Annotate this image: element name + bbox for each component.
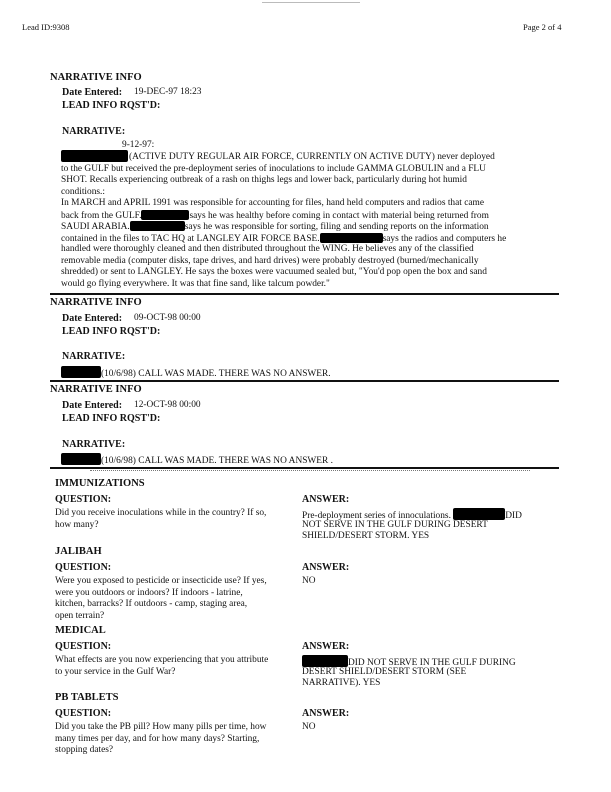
narrative-line: (10/6/98) CALL WAS MADE. THERE WAS NO ANSWER. (61, 366, 331, 380)
narrative-line: handled were thoroughly cleaned and then distributed throughout the WING. He believes any of the classified (61, 244, 474, 254)
question-text: stopping dates? (55, 745, 114, 755)
question-text: Did you receive inoculations while in the country? If so, (55, 508, 267, 518)
answer-text: NO (302, 722, 316, 732)
date-entered-value: 09-OCT-98 00:00 (134, 313, 201, 323)
section-divider (50, 467, 559, 469)
answer-text: Pre-deployment series of innoculations. DID (302, 508, 522, 522)
question-text: open terrain? (55, 610, 105, 621)
redaction-block (61, 453, 101, 465)
narrative-line: SAUDI ARABIA. says he was responsible for sorting, filing and sending reports on the information (61, 222, 489, 232)
date-entered-label: Date Entered: (62, 313, 123, 324)
date-entered-label: Date Entered: (62, 87, 123, 98)
question-text: kitchen, barracks? If outdoors - camp, staging area, (55, 599, 248, 609)
question-text: how many? (55, 519, 99, 530)
narrative-info-title: NARRATIVE INFO (50, 297, 142, 308)
scan-artifact-rule (90, 470, 530, 471)
redaction-block (141, 210, 189, 220)
date-entered-label: Date Entered: (62, 400, 123, 411)
answer-text: NARRATIVE). YES (302, 678, 381, 688)
narrative-line: contained in the files to TAC HQ at LANGLEY AIR FORCE BASE. says the radios and computers he (61, 233, 507, 244)
narrative-label: NARRATIVE: (62, 126, 126, 137)
question-text: Were you exposed to pesticide or insecticide use? If yes, (55, 576, 267, 586)
question-label: QUESTION: (55, 494, 112, 505)
narrative-date-line: 9-12-97: (122, 140, 155, 150)
redaction-block (320, 233, 383, 243)
narrative-info-title: NARRATIVE INFO (50, 384, 142, 395)
section-heading: PB TABLETS (55, 692, 119, 703)
narrative-line: removable media (computer disks, tape drives, and hard drives) were probably destroyed (burned/mechanically (61, 255, 479, 266)
section-divider (50, 380, 559, 382)
narrative-label: NARRATIVE: (62, 351, 126, 362)
question-text: What effects are you now experiencing that you attribute (55, 655, 269, 665)
answer-label: ANSWER: (302, 494, 350, 505)
section-heading: JALIBAH (55, 546, 102, 557)
question-label: QUESTION: (55, 641, 112, 652)
narrative-line: In MARCH and APRIL 1991 was responsible for accounting for files, hand held computers and radios that came (61, 198, 484, 208)
answer-label: ANSWER: (302, 562, 350, 573)
lead-info-rqst-label: LEAD INFO RQST'D: (62, 413, 161, 424)
redaction-block (61, 150, 128, 162)
top-scan-rule (262, 2, 360, 3)
date-entered-value: 12-OCT-98 00:00 (134, 400, 201, 410)
answer-label: ANSWER: (302, 708, 350, 719)
answer-text: NOT SERVE IN THE GULF DURING DESERT (302, 519, 488, 530)
section-heading: MEDICAL (55, 625, 106, 636)
narrative-line: would go flying everywhere. It was that fine sand, like talcum powder." (61, 278, 330, 289)
narrative-line: SHOT. Recalls experiencing outbreak of a rash on thighs legs and lower back, particularly during hot humid (61, 175, 467, 185)
redaction-block (61, 366, 101, 378)
narrative-line: conditions.: (61, 186, 106, 197)
answer-label: ANSWER: (302, 641, 350, 652)
question-text: were you outdoors or indoors? If indoors - latrine, (55, 587, 243, 598)
narrative-line: shredded) or sent to LANGLEY. He says the boxes were vacuumed sealed but, "You'd pop open the box and sand (61, 267, 487, 277)
lead-info-rqst-label: LEAD INFO RQST'D: (62, 100, 161, 111)
section-heading: IMMUNIZATIONS (55, 478, 145, 489)
redaction-block (130, 221, 185, 231)
narrative-line: back from the GULF. says he was healthy before coming in contact with material being returned from (61, 210, 489, 221)
question-text: many times per day, and for how many days? Starting, (55, 733, 260, 744)
page-number: Page 2 of 4 (523, 22, 562, 32)
narrative-label: NARRATIVE: (62, 439, 126, 450)
question-label: QUESTION: (55, 708, 112, 719)
narrative-line: (ACTIVE DUTY REGULAR AIR FORCE, CURRENTLY ON ACTIVE DUTY) never deployed (129, 152, 495, 162)
section-divider (50, 293, 559, 295)
question-label: QUESTION: (55, 562, 112, 573)
narrative-line: to the GULF but received the pre-deployment series of inoculations to include GAMMA GLOBULIN and a FLU (61, 163, 486, 174)
date-entered-value: 19-DEC-97 18:23 (134, 87, 202, 97)
answer-text: SHIELD/DESERT STORM. YES (302, 531, 430, 541)
redaction-block (453, 508, 505, 520)
lead-info-rqst-label: LEAD INFO RQST'D: (62, 326, 161, 337)
answer-text: DID NOT SERVE IN THE GULF DURING (302, 655, 516, 669)
answer-text: NO (302, 576, 316, 586)
narrative-line: (10/6/98) CALL WAS MADE. THERE WAS NO ANSWER . (61, 453, 333, 467)
question-text: Did you take the PB pill? How many pills per time, how (55, 722, 267, 732)
answer-text: DESERT SHIELD/DESERT STORM (SEE (302, 666, 467, 677)
question-text: to your service in the Gulf War? (55, 666, 176, 677)
narrative-info-title: NARRATIVE INFO (50, 72, 142, 83)
redaction-block (302, 655, 348, 667)
lead-id: Lead ID:9308 (22, 22, 70, 32)
